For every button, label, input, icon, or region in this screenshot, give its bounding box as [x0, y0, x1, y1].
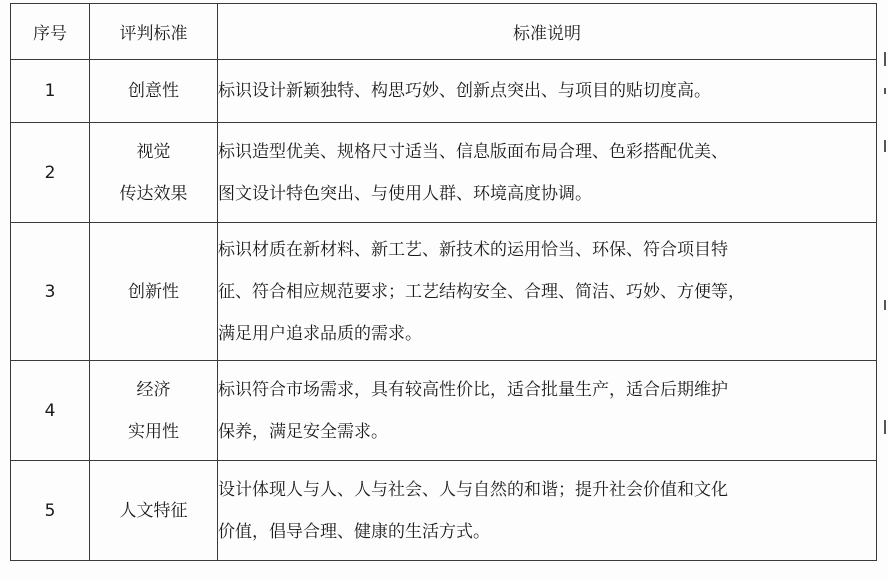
- row-criterion: [90, 60, 218, 123]
- table-header-row: [11, 4, 877, 60]
- edge-artifact: [884, 300, 886, 310]
- row-number: 3: [11, 223, 90, 361]
- table-row: [11, 461, 877, 561]
- criterion-line: 经济: [136, 379, 171, 400]
- criterion-line: 视觉: [136, 141, 171, 162]
- description-line: 满足用户追求品质的需求。: [218, 323, 422, 344]
- edge-artifact: [884, 420, 886, 434]
- row-number: 4: [11, 361, 90, 461]
- criterion-line: 创意性: [128, 81, 179, 101]
- description-line: 价值，倡导合理、健康的生活方式。: [218, 521, 490, 542]
- criterion-line: 创新性: [128, 281, 179, 302]
- description-line: 标识设计新颖独特、构思巧妙、创新点突出、与项目的贴切度高。: [218, 81, 711, 101]
- row-description: [218, 223, 877, 361]
- row-description: [218, 123, 877, 223]
- criterion-line: 传达效果: [119, 183, 188, 204]
- row-description: [218, 60, 877, 123]
- header-criterion: 评判标准: [90, 4, 218, 60]
- description-line: 征、符合相应规范要求；工艺结构安全、合理、简洁、巧妙、方便等，: [218, 281, 745, 302]
- edge-artifact: [884, 140, 886, 152]
- row-number: 1: [11, 60, 90, 123]
- row-number: 5: [11, 461, 90, 561]
- edge-artifact: [884, 52, 886, 66]
- header-number: 序号: [11, 4, 90, 60]
- criterion-line: 人文特征: [119, 500, 188, 521]
- description-line: 标识材质在新材料、新工艺、新技术的运用恰当、环保、符合项目特: [218, 239, 728, 260]
- table-row: [11, 60, 877, 123]
- criterion-line: 实用性: [128, 421, 179, 442]
- row-number: 2: [11, 123, 90, 223]
- description-line: 设计体现人与人、人与社会、人与自然的和谐；提升社会价值和文化: [218, 479, 728, 500]
- table-row: [11, 123, 877, 223]
- row-criterion: [90, 361, 218, 461]
- edge-artifact: [884, 88, 886, 94]
- description-line: 图文设计特色突出、与使用人群、环境高度协调。: [218, 183, 592, 204]
- description-line: 保养，满足安全需求。: [218, 421, 388, 442]
- header-description: 标准说明: [218, 4, 877, 60]
- description-line: 标识符合市场需求，具有较高性价比，适合批量生产，适合后期维护: [218, 379, 728, 400]
- evaluation-criteria-table: [10, 3, 877, 561]
- row-description: [218, 361, 877, 461]
- table-row: [11, 361, 877, 461]
- description-line: 标识造型优美、规格尺寸适当、信息版面布局合理、色彩搭配优美、: [218, 141, 728, 162]
- row-description: [218, 461, 877, 561]
- row-criterion: [90, 461, 218, 561]
- row-criterion: [90, 223, 218, 361]
- table-row: [11, 223, 877, 361]
- row-criterion: [90, 123, 218, 223]
